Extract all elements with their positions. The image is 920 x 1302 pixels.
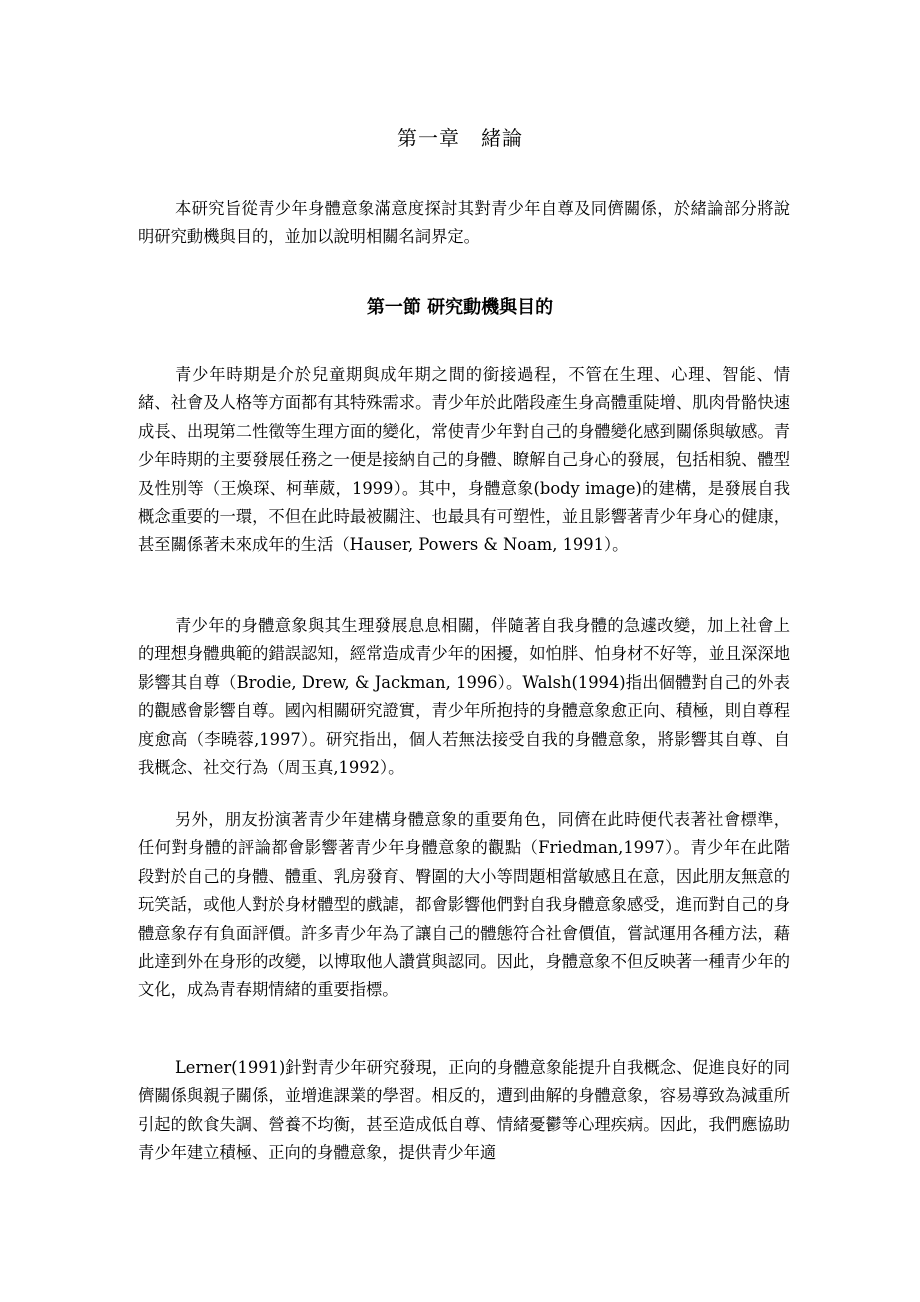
- body-paragraph-1: 青少年時期是介於兒童期與成年期之間的銜接過程，不管在生理、心理、智能、情緒、社會及人格等方面都有其特殊需求。青少年於此階段產生身高體重陡增、肌肉骨骼快速成長、出現第二性徵等生理方面的變化，常使青少年對自己的身體變化感到關係與敏感。青少年時期的主要發展任務之一便是接納自己的身體、瞭解自己身心的發展，包括相貌、體型及性別等（王煥琛、柯華葳，1999）。其中，身體意象(body image)的建構，是發展自我概念重要的一環，不但在此時最被關注、也最具有可塑性，並且影響著青少年身心的健康，甚至關係著未來成年的生活（Hauser, Powers & Noam, 1991）。: [138, 365, 790, 555]
- section-title: 第一節 研究動機與目的: [366, 297, 554, 318]
- chapter-title: 第一章 緒論: [397, 126, 523, 150]
- body-paragraph-4: Lerner(1991)針對青少年研究發現，正向的身體意象能提升自我概念、促進良好的同儕關係與親子關係，並增進課業的學習。相反的，遭到曲解的身體意象，容易導致為減重所引起的飲食失調、營養不均衡，甚至造成低自尊、情緒憂鬱等心理疾病。因此，我們應協助青少年建立積極、正向的身體意象，提供青少年適: [138, 1058, 790, 1163]
- intro-paragraph: 本研究旨從青少年身體意象滿意度探討其對青少年自尊及同儕關係，於緒論部分將說明研究動機與目的，並加以說明相關名詞界定。: [138, 199, 790, 247]
- body-paragraph-2: 青少年的身體意象與其生理發展息息相關，伴隨著自我身體的急遽改變，加上社會上的理想身體典範的錯誤認知，經常造成青少年的困擾，如怕胖、怕身材不好等，並且深深地影響其自尊（Brodie, Drew, & Jackman, 1996）。Walsh(1994)指出個體對自己的外表的觀感會影響自尊。國內相關研究證實，青少年所抱持的身體意象愈正向、積極，則自尊程度愈高（李曉蓉,1997）。研究指出，個人若無法接受自我的身體意象，將影響其自尊、自我概念、社交行為（周玉真,1992）。: [138, 616, 790, 778]
- body-paragraph-3: 另外，朋友扮演著青少年建構身體意象的重要角色，同儕在此時便代表著社會標準，任何對身體的評論都會影響著青少年身體意象的觀點（Friedman,1997）。青少年在此階段對於自己的身體、體重、乳房發育、臀圍的大小等問題相當敏感且在意，因此朋友無意的玩笑話，或他人對於身材體型的戲謔，都會影響他們對自我身體意象感受，進而對自己的身體意象存有負面評價。許多青少年為了讓自己的體態符合社會價值，嘗試運用各種方法，藉此達到外在身形的改變，以博取他人讚賞與認同。因此，身體意象不但反映著一種青少年的文化，成為青春期情緒的重要指標。: [138, 810, 790, 1000]
